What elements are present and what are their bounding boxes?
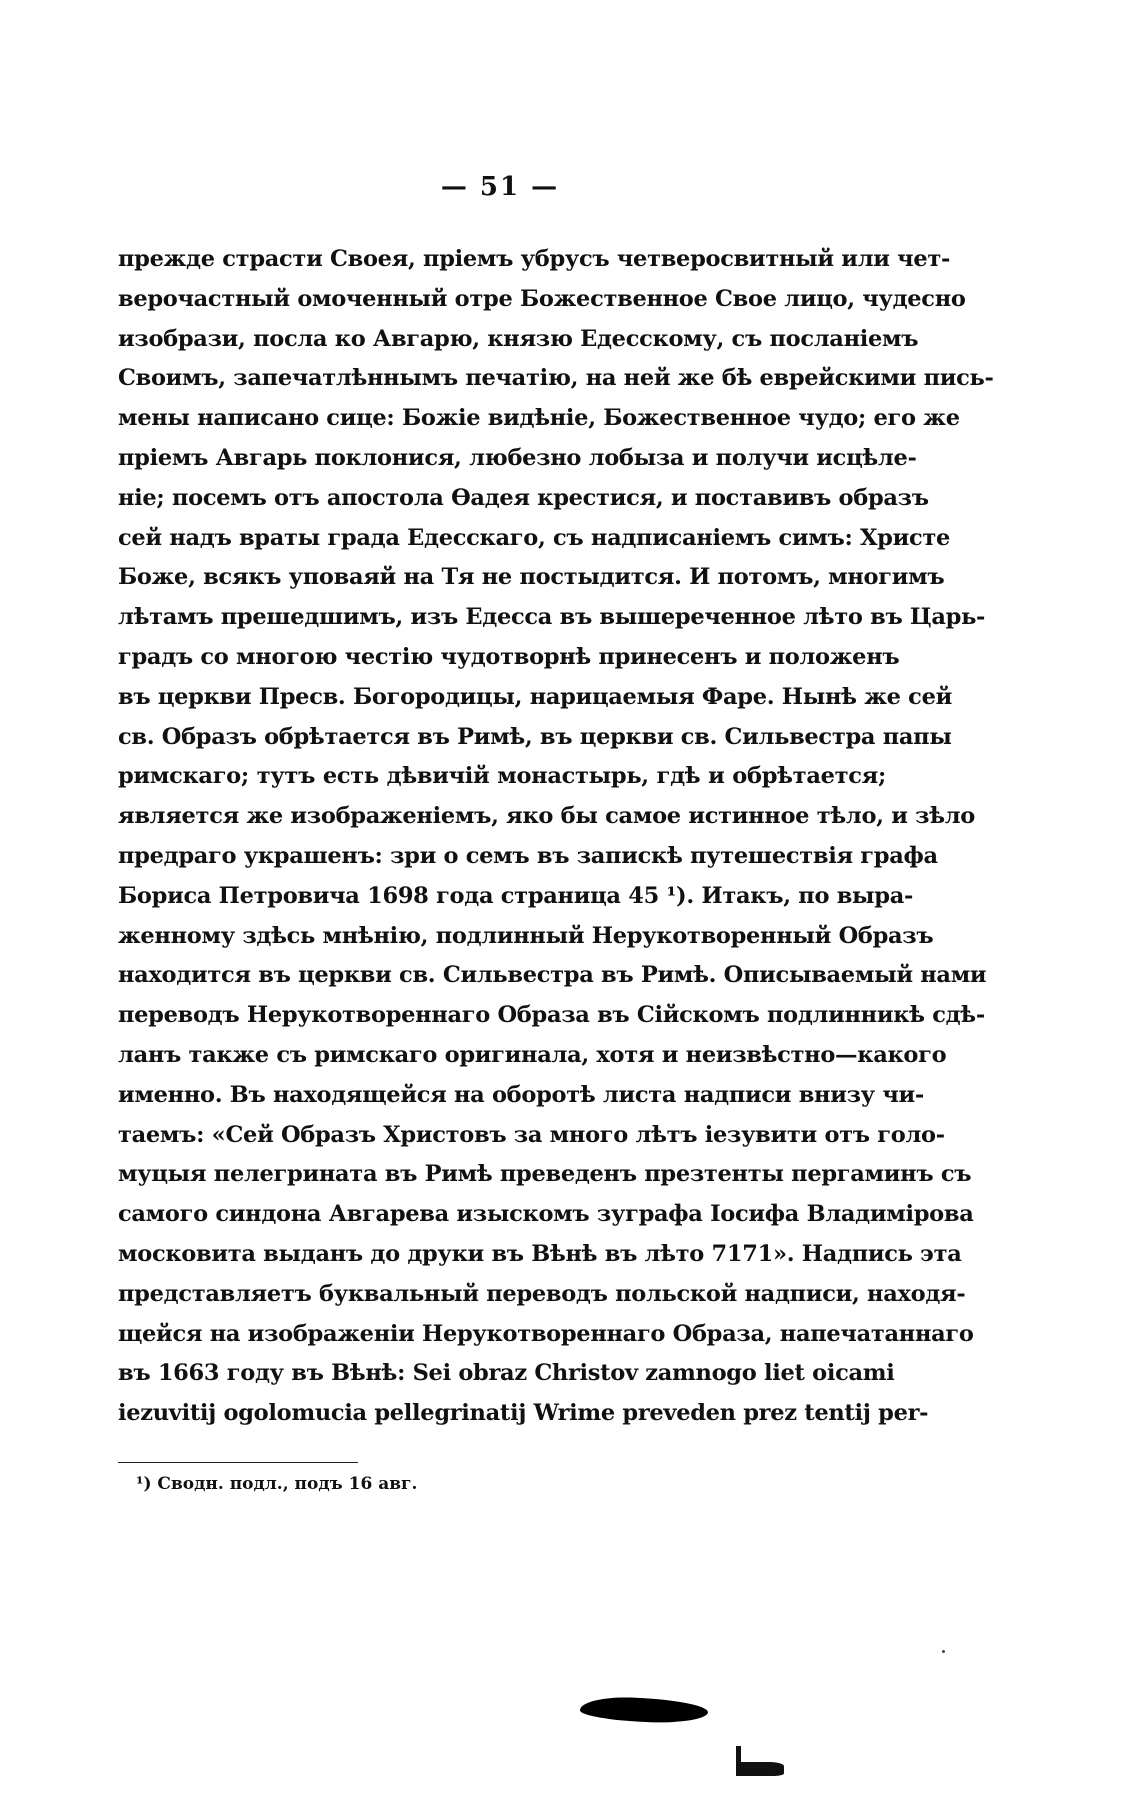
text-line: самого синдона Авгарева изыскомъ зуграфа Іосифа Владиміровa [118, 1201, 974, 1228]
text-line: представляетъ буквальный переводъ польской надписи, находя- [118, 1280, 966, 1307]
text-line: переводъ Нерукотвореннаго Образа въ Сійскомъ подлинникѣ сдѣ- [118, 1002, 985, 1029]
text-line: прежде страсти Своея, пріемъ убрусъ четверосвитный или чет- [118, 246, 951, 272]
text-line: женному здѣсь мнѣнію, подлинный Нерукотворенный Образъ [118, 922, 934, 949]
text-line: ланъ также съ римскаго оригинала, хотя и неизвѣстно—какого [118, 1041, 947, 1068]
text-line: находится въ церкви св. Сильвестра въ Римѣ. Описываемый нами [118, 962, 987, 989]
text-line: Боже, всякъ уповаяй на Тя не постыдится. И потомъ, многимъ [118, 564, 945, 591]
text-line: мены написано сице: Божіе видѣніе, Божественное чудо; его же [118, 405, 960, 432]
text-line: именно. Въ находящейся на оборотѣ листа надписи внизу чи- [118, 1081, 924, 1108]
footnote: ¹) Сводн. подл., подъ 16 авг. [136, 1474, 418, 1494]
text-line: московита выданъ до друки въ Вѣнѣ въ лѣто 7171». Надпись эта [118, 1240, 962, 1267]
text-line: муцыя пелегрината въ Римѣ преведенъ презтенты пергаминъ съ [118, 1161, 972, 1188]
text-line: въ 1663 году въ Вѣнѣ: Sei obraz Christov zamnogo liet oicami [118, 1360, 895, 1387]
text-line: лѣтамъ прешедшимъ, изъ Едесса въ вышереченное лѣто въ Царь- [118, 604, 986, 631]
text-line: верочастный омоченный отре Божественное Свое лицо, чудесно [118, 285, 966, 312]
scan-speck [942, 1650, 945, 1653]
ink-blot-mark [580, 1696, 709, 1724]
footnote-divider [118, 1462, 358, 1463]
text-line: римскаго; тутъ есть дѣвичій монастырь, гдѣ и обрѣтается; [118, 763, 886, 790]
text-line: градъ со многою честію чудотворнѣ принесенъ и положенъ [118, 643, 900, 670]
body-text [118, 240, 994, 1434]
text-line: Бориса Петровича 1698 года страница 45 ¹). Итакъ, по выра- [118, 882, 914, 909]
text-line: въ церкви Пресв. Богородицы, нарицаемыя Фаре. Нынѣ же сей [118, 683, 952, 710]
page-number: — 51 — [440, 172, 560, 202]
text-line: изобрази, посла ко Авгарю, князю Едесскому, съ посланіемъ [118, 325, 919, 352]
text-line: сей надъ враты града Едесскаго, съ надписаніемъ симъ: Христе [118, 524, 951, 551]
text-line: является же изображеніемъ, яко бы самое истинное тѣло, и зѣло [118, 803, 976, 830]
text-line: Своимъ, запечатлѣннымъ печатію, на ней же бѣ еврейскими пись- [118, 365, 994, 392]
text-line: таемъ: «Сей Образъ Христовъ за много лѣтъ іезувити отъ голо- [118, 1121, 945, 1148]
text-line: ніе; посемъ отъ апостола Ѳадея крестися, и поставивъ образъ [118, 484, 929, 511]
ink-mark [736, 1762, 784, 1776]
text-line: св. Образъ обрѣтается въ Римѣ, въ церкви св. Сильвестра папы [118, 723, 952, 750]
text-line: предраго украшенъ: зри о семъ въ запискѣ путешествія графа [118, 842, 938, 869]
text-line: щейся на изображеніи Нерукотвореннаго Образа, напечатаннаго [118, 1320, 974, 1347]
text-line: iezuvitij ogolomucia pellegrinatij Wrime preveden prez tentij per- [118, 1400, 929, 1427]
text-line: пріемъ Авгарь поклонися, любезно лобыза и получи исцѣле- [118, 444, 917, 471]
